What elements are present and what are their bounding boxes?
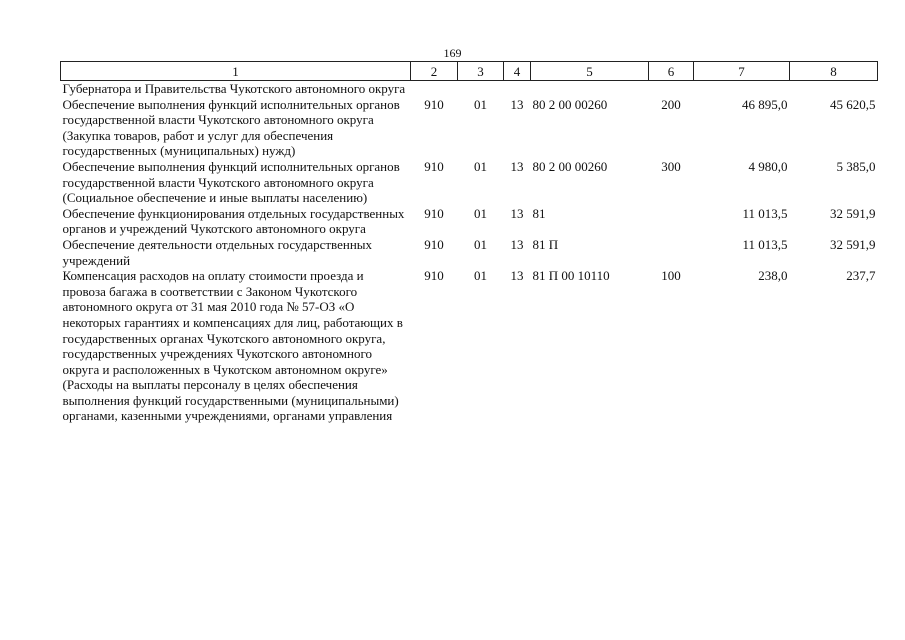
table-row (61, 206, 878, 237)
cell-value-1: 11 013,5 (742, 205, 788, 221)
row-name: Компенсация расходов на оплату стоимости проезда и провоза багажа в соответствии с Законом Чукотского автономного округа от 31 мая 2010 года № 57-ОЗ «О некоторых гарантиях и компенсациях для лиц, работающих в государственных органах Чукотского автономного округа, государственных учреждениях Чукотского автономного округа и расположенных в Чукотском автономном округе» (Расходы на выплаты персоналу в целях обеспечения выполнения функций государственными (муниципальными) органами, казенными учреждениями, органами управления (62, 268, 403, 424)
cell-gr: 910 (424, 268, 444, 284)
cell-gr: 910 (424, 96, 444, 112)
column-header: 1 (61, 62, 411, 81)
cell-value-2: 32 591,9 (830, 205, 876, 221)
cell-rz: 01 (474, 236, 487, 252)
cell-vr (649, 81, 694, 97)
cell-rz: 01 (474, 205, 487, 221)
table-row (61, 159, 878, 206)
cell-rz: 01 (474, 158, 487, 174)
cell-value-2: 5 385,0 (836, 158, 876, 174)
cell-value-1: 4 980,0 (748, 158, 788, 174)
cell-value-2: 45 620,5 (830, 96, 876, 112)
table-row (61, 237, 878, 268)
cell-rz (458, 81, 504, 97)
cell-vr: 300 (661, 158, 681, 174)
column-header: 4 (504, 62, 531, 81)
column-header: 3 (458, 62, 504, 81)
cell-pr (504, 81, 531, 97)
table-row (61, 97, 878, 159)
cell-vr: 100 (661, 268, 681, 284)
row-name: Обеспечение выполнения функций исполнительных органов государственной власти Чукотского автономного округа (Закупка товаров, работ и услуг для обеспечения государственных (муниципальных) нужд) (62, 96, 400, 159)
cell-rz: 01 (474, 268, 487, 284)
cell-csr: 81 П 00 10110 (532, 268, 610, 284)
column-header: 2 (411, 62, 458, 81)
cell-pr: 13 (510, 96, 524, 112)
cell-pr: 13 (510, 158, 524, 174)
cell-vr (649, 237, 694, 268)
table-row (61, 81, 878, 97)
column-header: 7 (694, 62, 790, 81)
cell-gr (411, 81, 458, 97)
cell-rz: 01 (474, 96, 487, 112)
cell-gr: 910 (424, 158, 444, 174)
cell-csr: 80 2 00 00260 (532, 158, 608, 174)
row-name: Обеспечение деятельности отдельных государственных учреждений (62, 236, 373, 268)
cell-value-1: 11 013,5 (742, 236, 788, 252)
cell-value-1 (694, 81, 790, 97)
row-name: Губернатора и Правительства Чукотского автономного округа (62, 81, 406, 96)
page-number: 169 (443, 46, 462, 60)
cell-pr: 13 (510, 236, 524, 252)
header-row (61, 62, 878, 81)
cell-csr (531, 81, 649, 97)
cell-vr (649, 206, 694, 237)
cell-value-2 (790, 81, 878, 97)
row-name: Обеспечение выполнения функций исполнительных органов государственной власти Чукотского автономного округа (Социальное обеспечение и иные выплаты населению) (62, 158, 400, 206)
table-row (61, 268, 878, 424)
cell-value-2: 237,7 (846, 268, 876, 284)
cell-vr: 200 (661, 96, 681, 112)
cell-csr: 81 (532, 205, 546, 221)
cell-gr: 910 (424, 236, 444, 252)
column-header: 6 (649, 62, 694, 81)
column-header: 5 (531, 62, 649, 81)
cell-value-1: 46 895,0 (742, 96, 788, 112)
cell-gr: 910 (424, 205, 444, 221)
cell-pr: 13 (510, 268, 524, 284)
cell-pr: 13 (510, 205, 524, 221)
column-header: 8 (790, 62, 878, 81)
cell-value-2: 32 591,9 (830, 236, 876, 252)
cell-csr: 81 П (532, 236, 559, 252)
row-name: Обеспечение функционирования отдельных государственных органов и учреждений Чукотского автономного округа (62, 205, 405, 237)
cell-csr: 80 2 00 00260 (532, 96, 608, 112)
cell-value-1: 238,0 (758, 268, 788, 284)
budget-table (60, 61, 878, 424)
